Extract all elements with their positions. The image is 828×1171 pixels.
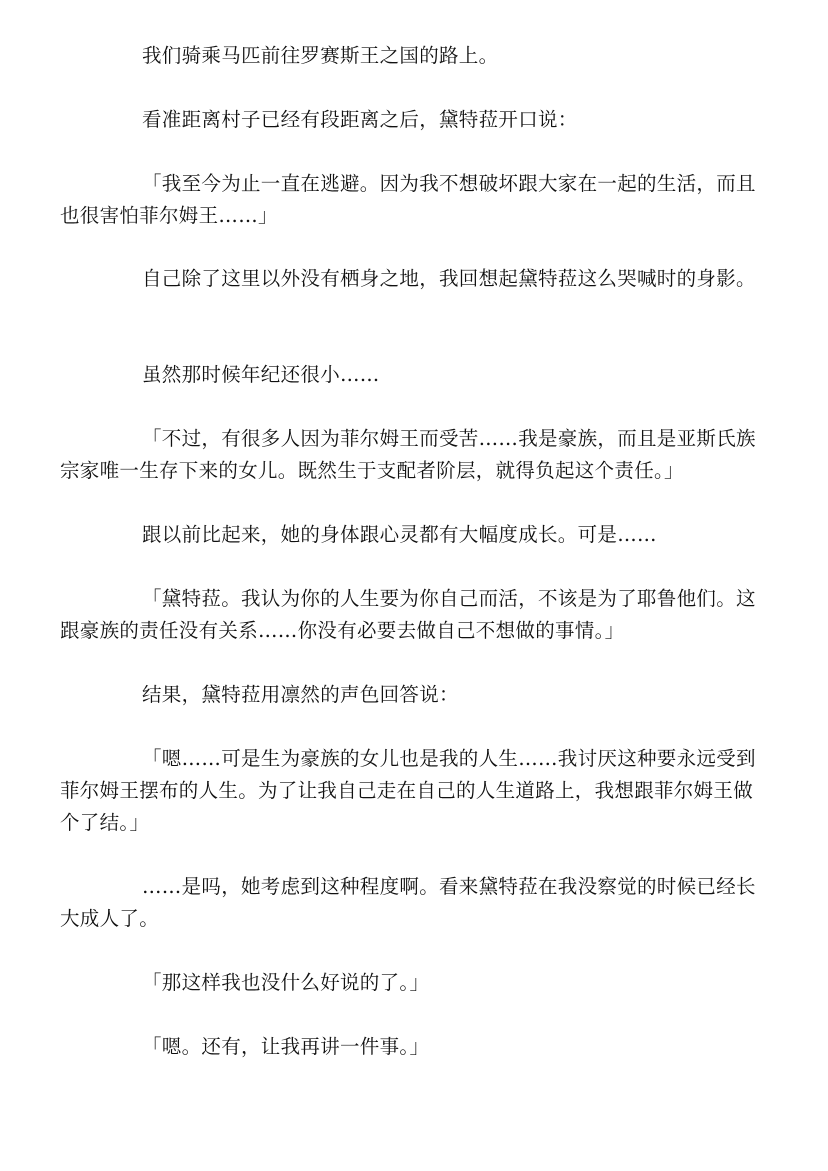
paragraph-8: 「黛特菈。我认为你的人生要为你自己而活，不该是为了耶鲁他们。这跟豪族的责任没有关系……你没有必要去做自己不想做的事情。」: [60, 587, 756, 642]
paragraph-12: 「那这样我也没什么好说的了。」: [142, 971, 430, 994]
paragraph-11: ……是吗，她考虑到这种程度啊。看来黛特菈在我没察觉的时候已经长大成人了。: [60, 875, 756, 930]
paragraph-10: 「嗯……可是生为豪族的女儿也是我的人生……我讨厌这种要永远受到菲尔姆王摆布的人生。为了让我自己走在自己的人生道路上，我想跟菲尔姆王做个了结。」: [60, 747, 756, 834]
paragraph-13: 「嗯。还有，让我再讲一件事。」: [142, 1035, 430, 1058]
paragraph-2: 看准距离村子已经有段距离之后，黛特菈开口说：: [142, 108, 578, 131]
paragraph-4: 自己除了这里以外没有栖身之地，我回想起黛特菈这么哭喊时的身影。: [142, 267, 756, 290]
paragraph-5: 虽然那时候年纪还很小……: [142, 363, 380, 386]
paragraph-6: 「不过，有很多人因为菲尔姆王而受苦……我是豪族，而且是亚斯氏族宗家唯一生存下来的女儿。既然生于支配者阶层，就得负起这个责任。」: [60, 427, 756, 482]
paragraph-7: 跟以前比起来，她的身体跟心灵都有大幅度成长。可是……: [142, 523, 657, 546]
paragraph-9: 结果，黛特菈用凛然的声色回答说：: [142, 683, 459, 706]
paragraph-3: 「我至今为止一直在逃避。因为我不想破坏跟大家在一起的生活，而且也很害怕菲尔姆王……」: [60, 172, 756, 227]
paragraph-1: 我们骑乘马匹前往罗赛斯王之国的路上。: [142, 44, 499, 67]
